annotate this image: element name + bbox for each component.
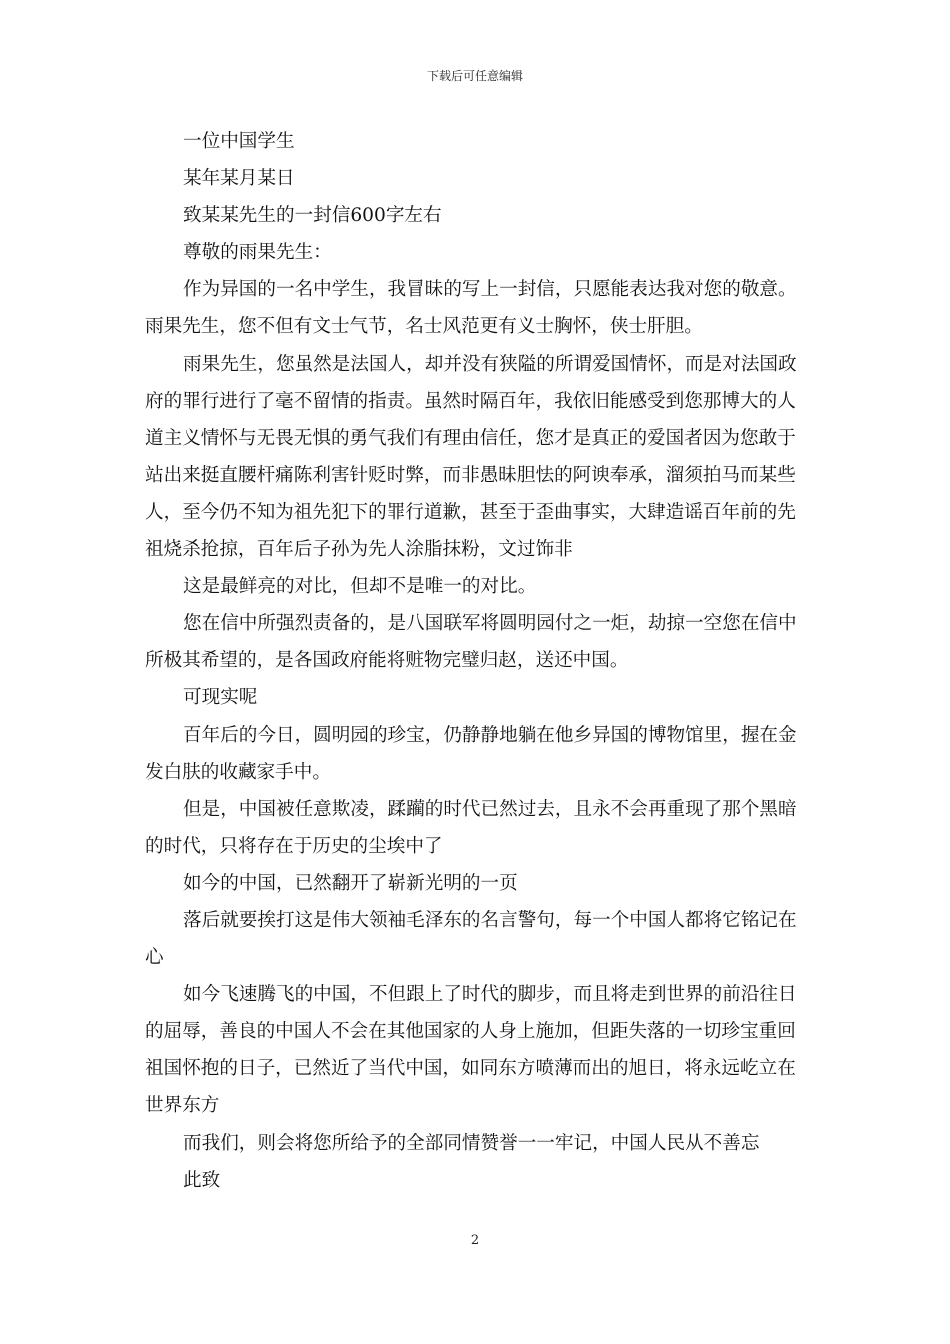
paragraph-body: 但是，中国被任意欺凌，蹂躏的时代已然过去，且永不会再重现了那个黑暗的时代，只将存在于历史的尘埃中了 [145,798,797,857]
paragraph-body: 百年后的今日，圆明园的珍宝，仍静静地躺在他乡异国的博物馆里，握在金发白肤的收藏家手中。 [145,724,797,783]
paragraph-closing: 此致 [183,1169,221,1191]
paragraph-body: 可现实呢 [183,687,258,709]
paragraph-body: 这是最鲜亮的对比，但却不是唯一的对比。 [183,576,537,598]
paragraph-body: 雨果先生，您虽然是法国人，却并没有狭隘的所谓爱国情怀，而是对法国政府的罪行进行了毫不留情的指责。虽然时隔百年，我依旧能感受到您那博大的人道主义情怀与无畏无惧的勇气我们有理由信任，您才是真正的爱国者因为您敢于站出来挺直腰杆痛陈利害针贬时弊，而非愚昧胆怯的阿谀奉承，溜须拍马而某些人，至今仍不知为祖先犯下的罪行道歉，甚至于歪曲事实，大肆造谣百年前的先祖烧杀抢掠，百年后子孙为先人涂脂抹粉，文过饰非 [145,353,797,561]
paragraph-title: 致某某先生的一封信600字左右 [183,205,442,227]
paragraph-signature: 一位中国学生 [183,131,295,152]
page-header-note: 下载后可任意编辑 [426,69,523,83]
paragraph-body: 作为异国的一名中学生，我冒昧的写上一封信，只愿能表达我对您的敬意。雨果先生，您不但有文士气节，名士风范更有义士胸怀，侠士肝胆。 [145,279,797,338]
paragraph-body: 如今飞速腾飞的中国，不但跟上了时代的脚步，而且将走到世界的前沿往日的屈辱，善良的中国人不会在其他国家的人身上施加，但距失落的一切珍宝重回祖国怀抱的日子，已然近了当代中国，如同东方喷薄而出的旭日，将永远屹立在世界东方 [145,984,797,1117]
paragraph-body: 而我们，则会将您所给予的全部同情赞誉一一牢记，中国人民从不善忘 [183,1132,760,1154]
paragraph-body: 落后就要挨打这是伟大领袖毛泽东的名言警句，每一个中国人都将它铭记在心 [145,909,797,969]
paragraph-salutation: 尊敬的雨果先生： [183,242,332,264]
paragraph-body: 如今的中国，已然翻开了崭新光明的一页 [183,872,518,894]
paragraph-date: 某年某月某日 [183,168,295,190]
letter-body [145,123,805,1199]
paragraph-body: 您在信中所强烈责备的，是八国联军将圆明园付之一炬，劫掠一空您在信中所极其希望的，是各国政府能将赃物完璧归赵，送还中国。 [145,613,797,672]
page-number: 2 [470,1233,480,1248]
